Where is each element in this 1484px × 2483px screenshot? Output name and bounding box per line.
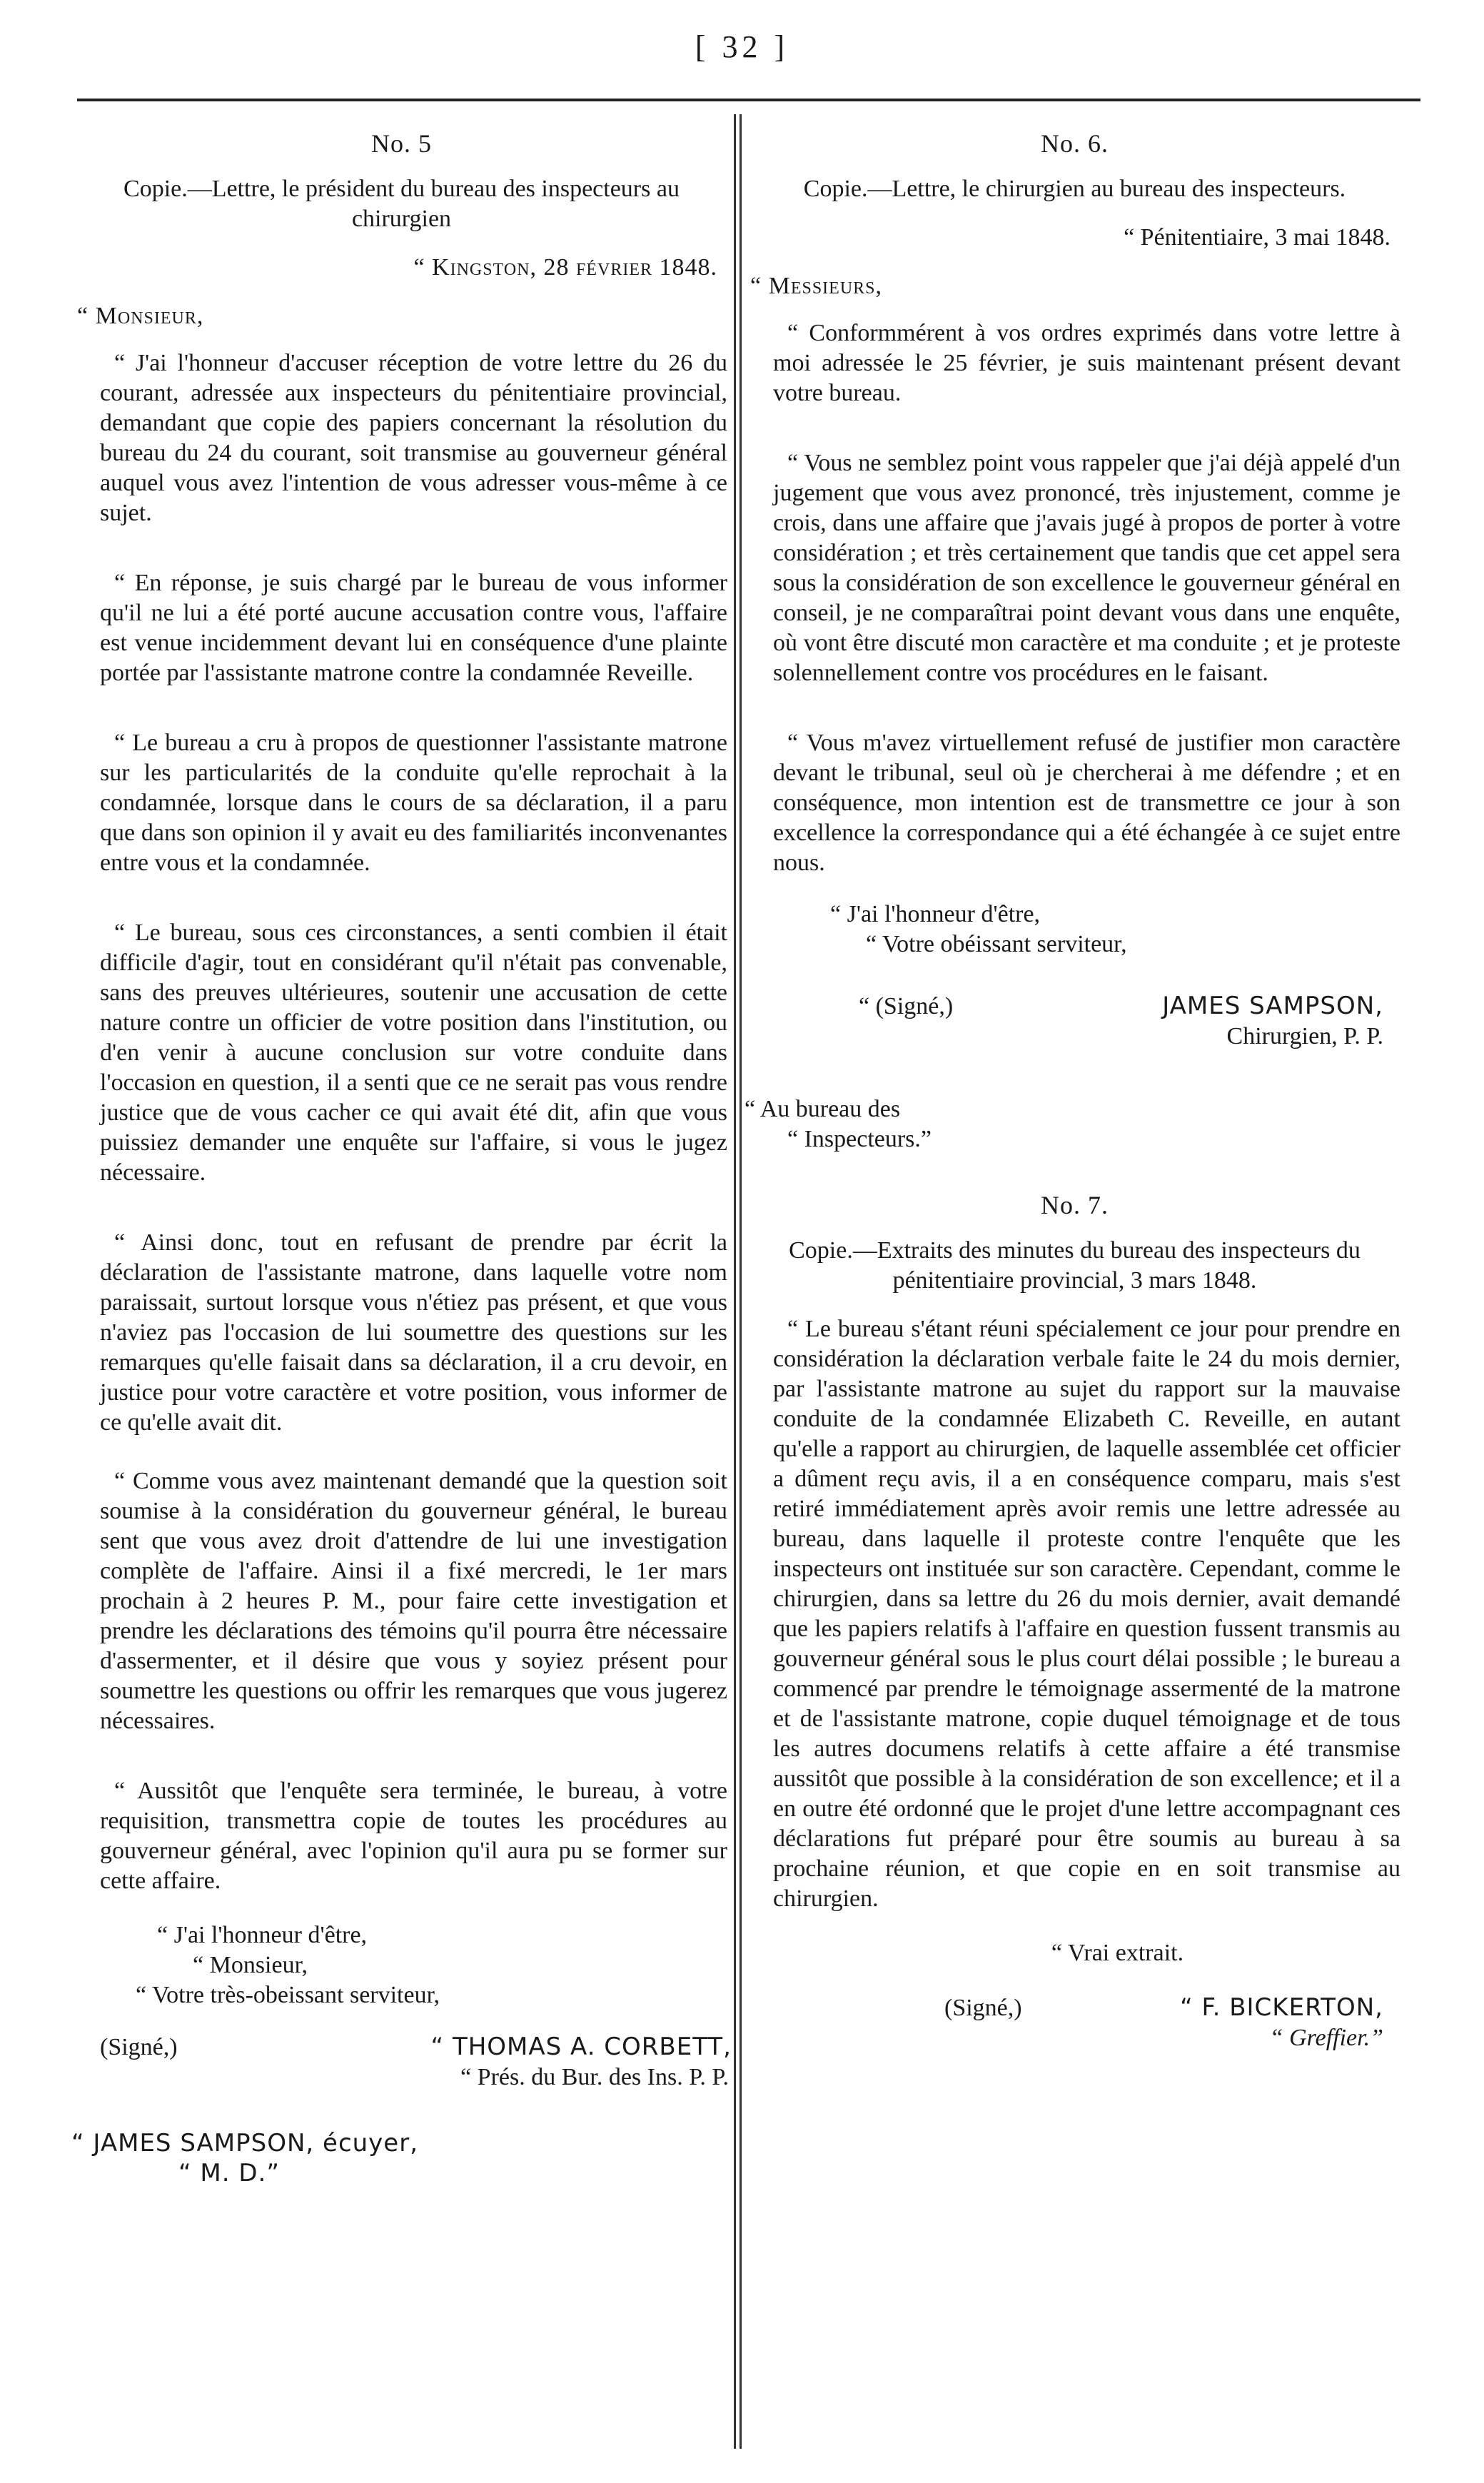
letter-6-signature <box>744 991 1405 1022</box>
vrai-extrait: “ Vrai extrait. <box>1051 1940 1184 1966</box>
signer-title: “ Prés. du Bur. des Ins. P. P. <box>460 2064 729 2090</box>
letter-6-dateline: “ Pénitentiaire, 3 mai 1848. <box>1124 224 1390 251</box>
letter-6-paragraph: “ Vous m'avez virtuellement refusé de justifier mon caractère devant le tribunal, seul où je chercherai à me défendre ; et en conséquence, mon intention est de transmettre ce jour à son excellence la correspondance qui a été échangée à ce sujet entre nous. <box>773 730 1400 876</box>
letter-5-addressee <box>71 2128 732 2188</box>
letter-5-caption: Copie.—Lettre, le président du bureau des inspecteurs au chirurgien <box>123 176 680 232</box>
letter-5-paragraph: “ J'ai l'honneur d'accuser réception de votre lettre du 26 du courant, adressée aux inspecteurs du pénitentiaire provincial, demandant que copie des papiers concernant la résolution du bureau du 24 du courant, soit transmise au gouverneur général auquel vous avez l'intention de vous adresser vous-même à ce sujet. <box>100 350 727 526</box>
closing-line: “ J'ai l'honneur d'être, <box>830 901 1041 927</box>
letter-6-caption: Copie.—Lettre, le chirurgien au bureau des inspecteurs. <box>803 176 1346 202</box>
signer-name: JAMES SAMPSON, <box>1162 992 1383 1020</box>
letter-6-paragraph: “ Vous ne semblez point vous rappeler que j'ai déjà appelé d'un jugement que vous avez prononcé, très injustement, comme je crois, dans une affaire que j'avais jugé à propos de porter à votre considération ; et très certainement que tandis que cet appel sera sous la considération de son excellence le gouverneur général en conseil, je ne comparaîtrai point devant vous dans une enquête, où vont être discuté mon caractère et ma conduite ; et je proteste solennellement contre vos procédures en le faisant. <box>773 450 1400 686</box>
letter-5-paragraph: “ Aussitôt que l'enquête sera terminée, le bureau, à votre requisition, transmettra copie de toutes les procédures au gouverneur général, avec l'opinion qu'il aura pu se former sur cette affaire. <box>100 1778 727 1894</box>
column-divider-left <box>734 114 736 2449</box>
letter-7-paragraph: “ Le bureau s'étant réuni spécialement ce jour pour prendre en considération la déclaration verbale faite le 24 du mois dernier, par l'assistante matrone au sujet du rapport sur la mauvaise conduite de la condamnée Elizabeth C. Reveille, en autant qu'elle a rapport au chirurgien, de laquelle assemblée cet officier a dûment reçu avis, il a en conséquence comparu, mais s'est retiré immédiatement après avoir remis une lettre adressée au bureau, dans laquelle il proteste contre l'enquête que les inspecteurs ont instituée sur son caractère. Cependant, comme le chirurgien, dans sa lettre du 26 du mois dernier, avait demandé que les papiers relatifs à l'affaire en question fussent transmis au gouverneur général sous le plus court délai possible ; le bureau a commencé par prendre le témoignage assermenté de la matrone et de l'assistante matrone, copie duquel témoignage et de tous les autres documens relatifs à cette affaire a été transmise aussitôt que possible à la considération de son excellence; et il a en outre été ordonné que le projet d'une lettre accompagnant ces déclarations fut préparé pour être soumis au bureau à sa prochaine réunion, et que copie en en soit transmise au chirurgien. <box>773 1316 1401 1912</box>
letter-5-paragraph: “ Comme vous avez maintenant demandé que la question soit soumise à la considération du gouverneur général, le bureau sent que vous avez droit d'attendre de lui une investigation complète de l'affaire. Ainsi il a fixé mercredi, le 1er mars prochain à 2 heures P. M., pour faire cette investigation et prendre les déclarations des témoins qu'il pourra être nécessaire d'assermenter, et il désire que vous y soyiez présent pour soumettre les questions ou offrir les remarques que vous jugerez nécessaires. <box>100 1468 727 1734</box>
top-rule <box>77 99 1420 101</box>
letter-7-caption: Copie.—Extraits des minutes du bureau des inspecteurs du pénitentiaire provincial, 3 mars 1848. <box>789 1237 1361 1294</box>
closing-line: “ Votre obéissant serviteur, <box>866 931 1127 957</box>
letter-5-paragraph: “ Le bureau, sous ces circonstances, a senti combien il était difficile d'agir, tout en considérant qu'il n'était pas convenable, sans des preuves ultérieures, soutenir une accusation de cette nature contre un officier de votre position dans l'institution, ou d'en venir à aucune conclusion sur votre conduite dans l'occasion en question, il a senti que ce ne serait pas vous rendre justice que de vous cacher ce qui avait été dit, afin que vous puissiez demander une enquête sur l'affaire, si vous le jugez nécessaire. <box>100 920 727 1186</box>
addressee-name: “ JAMES SAMPSON, écuyer, <box>71 2129 419 2157</box>
letter-7-signature <box>744 1993 1405 2023</box>
letter-6-heading: No. 6. <box>1041 129 1109 158</box>
page-number: [ 32 ] <box>695 29 789 64</box>
letter-6-closing <box>744 900 1405 960</box>
addressee-line: “ Au bureau des <box>744 1096 901 1122</box>
left-column <box>71 121 732 2188</box>
closing-line: “ Votre très-obeissant serviteur, <box>136 1982 440 2008</box>
signe-label: (Signé,) <box>100 2034 178 2060</box>
closing-line: “ Monsieur, <box>193 1952 308 1978</box>
letter-5-paragraph: “ En réponse, je suis chargé par le bureau de vous informer qu'il ne lui a été porté aucune accusation contre vous, l'affaire est venue incidemment devant lui en conséquence d'une plainte portée par l'assistante matrone contre la condamnée Reveille. <box>100 570 727 686</box>
addressee-line: “ Inspecteurs.” <box>787 1126 932 1152</box>
signe-label: “ (Signé,) <box>859 993 954 1019</box>
signer-title: “ Greffier.” <box>1269 2025 1383 2051</box>
letter-5-closing <box>71 1920 732 2010</box>
signer-name: “ THOMAS A. CORBETT, <box>430 2033 732 2061</box>
column-divider-right <box>740 114 742 2449</box>
letter-7-heading: No. 7. <box>1041 1191 1109 1219</box>
letter-6-salutation: “ Messieurs, <box>750 273 883 299</box>
letter-5-heading: No. 5 <box>371 129 432 158</box>
letter-6-addressee <box>744 1094 1405 1154</box>
letter-5-dateline: “ Kingston, 28 février 1848. <box>413 254 717 281</box>
addressee-title: “ M. D.” <box>178 2159 280 2187</box>
letter-5-signature <box>71 2032 732 2063</box>
signer-title: Chirurgien, P. P. <box>1226 1023 1383 1049</box>
letter-5-paragraph: “ Ainsi donc, tout en refusant de prendre par écrit la déclaration de l'assistante matrone, dans laquelle votre nom paraissait, surtout lorsque vous n'étiez pas présent, et que vous n'aviez pas l'occasion de lui soumettre des questions sur les remarques qu'elle faisait dans sa déclaration, il a cru devoir, en justice pour votre caractère et votre position, vous informer de ce qu'elle avait dit. <box>100 1229 727 1436</box>
letter-6-paragraph: “ Conformmérent à vos ordres exprimés dans votre lettre à moi adressée le 25 février, je suis maintenant présent devant votre bureau. <box>773 320 1400 406</box>
letter-5-paragraph: “ Le bureau a cru à propos de questionner l'assistante matrone sur les particularités de la conduite qu'elle reprochait à la condamnée, lorsque dans le cours de sa déclaration, il a paru que dans son opinion il y avait eu des familiarités inconvenantes entre vous et la condamnée. <box>100 730 727 876</box>
signer-name: “ F. BICKERTON, <box>1180 1993 1383 2022</box>
letter-5-salutation: “ Monsieur, <box>77 303 204 329</box>
closing-line: “ J'ai l'honneur d'être, <box>157 1922 368 1948</box>
right-column <box>744 121 1405 2053</box>
signe-label: (Signé,) <box>944 1995 1022 2021</box>
